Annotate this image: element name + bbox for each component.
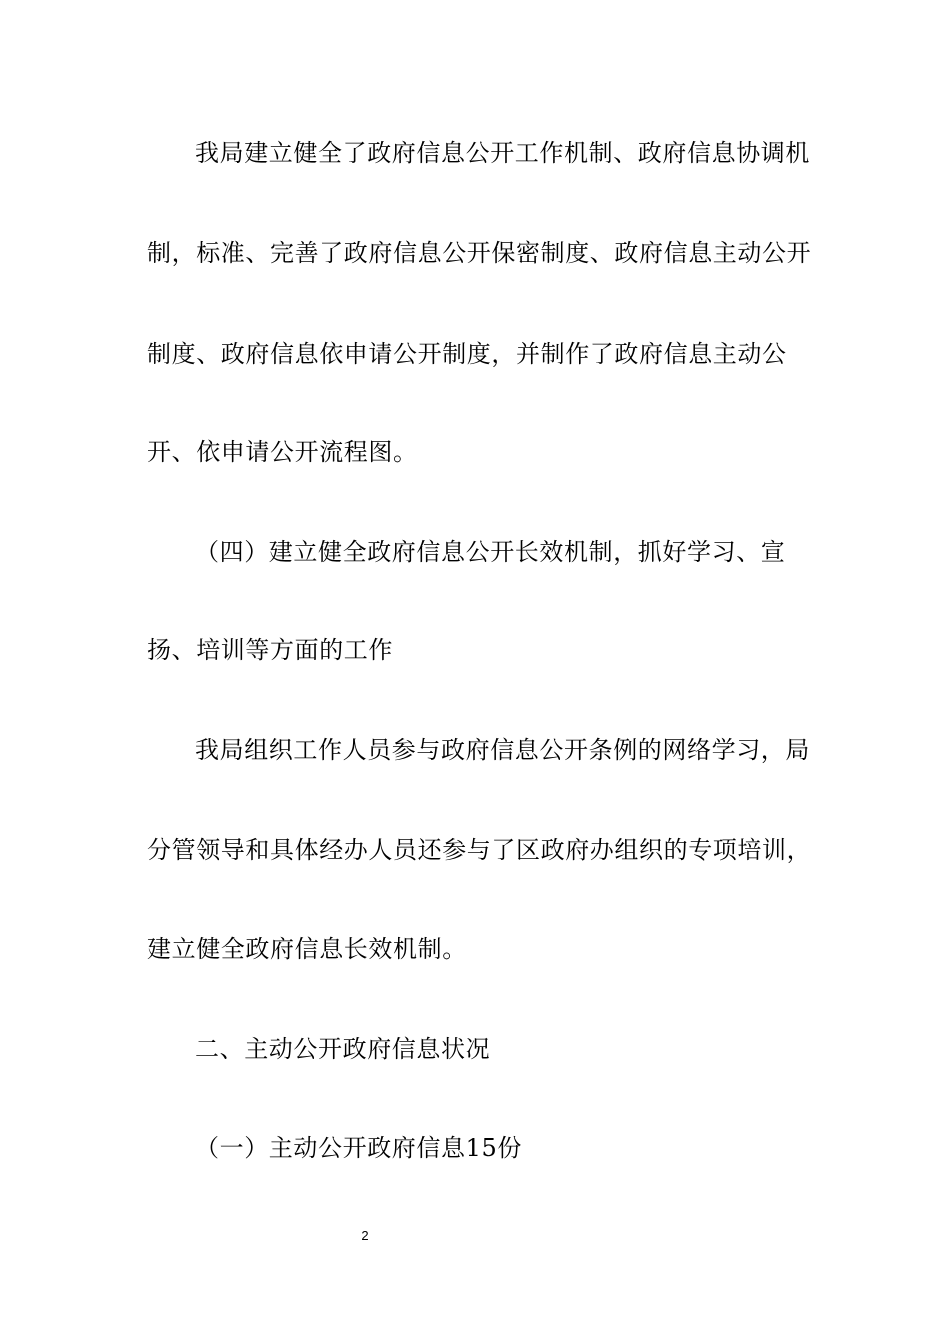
paragraph-1-line-2: 制，标准、完善了政府信息公开保密制度、政府信息主动公开	[147, 239, 812, 267]
paragraph-2-line-1: （四）建立健全政府信息公开长效机制，抓好学习、宣	[195, 538, 786, 566]
paragraph-3-line-1: 我局组织工作人员参与政府信息公开条例的网络学习，局	[195, 736, 810, 764]
paragraph-3-line-3: 建立健全政府信息长效机制。	[147, 935, 467, 963]
page-number: 2	[361, 1228, 369, 1243]
paragraph-1-line-3: 制度、政府信息依申请公开制度，并制作了政府信息主动公	[147, 340, 787, 368]
section-heading: 二、主动公开政府信息状况	[195, 1035, 491, 1063]
paragraph-2-line-2: 扬、培训等方面的工作	[147, 636, 393, 664]
subsection-heading: （一）主动公开政府信息15份	[195, 1134, 522, 1162]
paragraph-1-line-1: 我局建立健全了政府信息公开工作机制、政府信息协调机	[195, 139, 810, 167]
paragraph-3-line-2: 分管领导和具体经办人员还参与了区政府办组织的专项培训，	[147, 836, 812, 864]
paragraph-1-line-4: 开、依申请公开流程图。	[147, 438, 418, 466]
